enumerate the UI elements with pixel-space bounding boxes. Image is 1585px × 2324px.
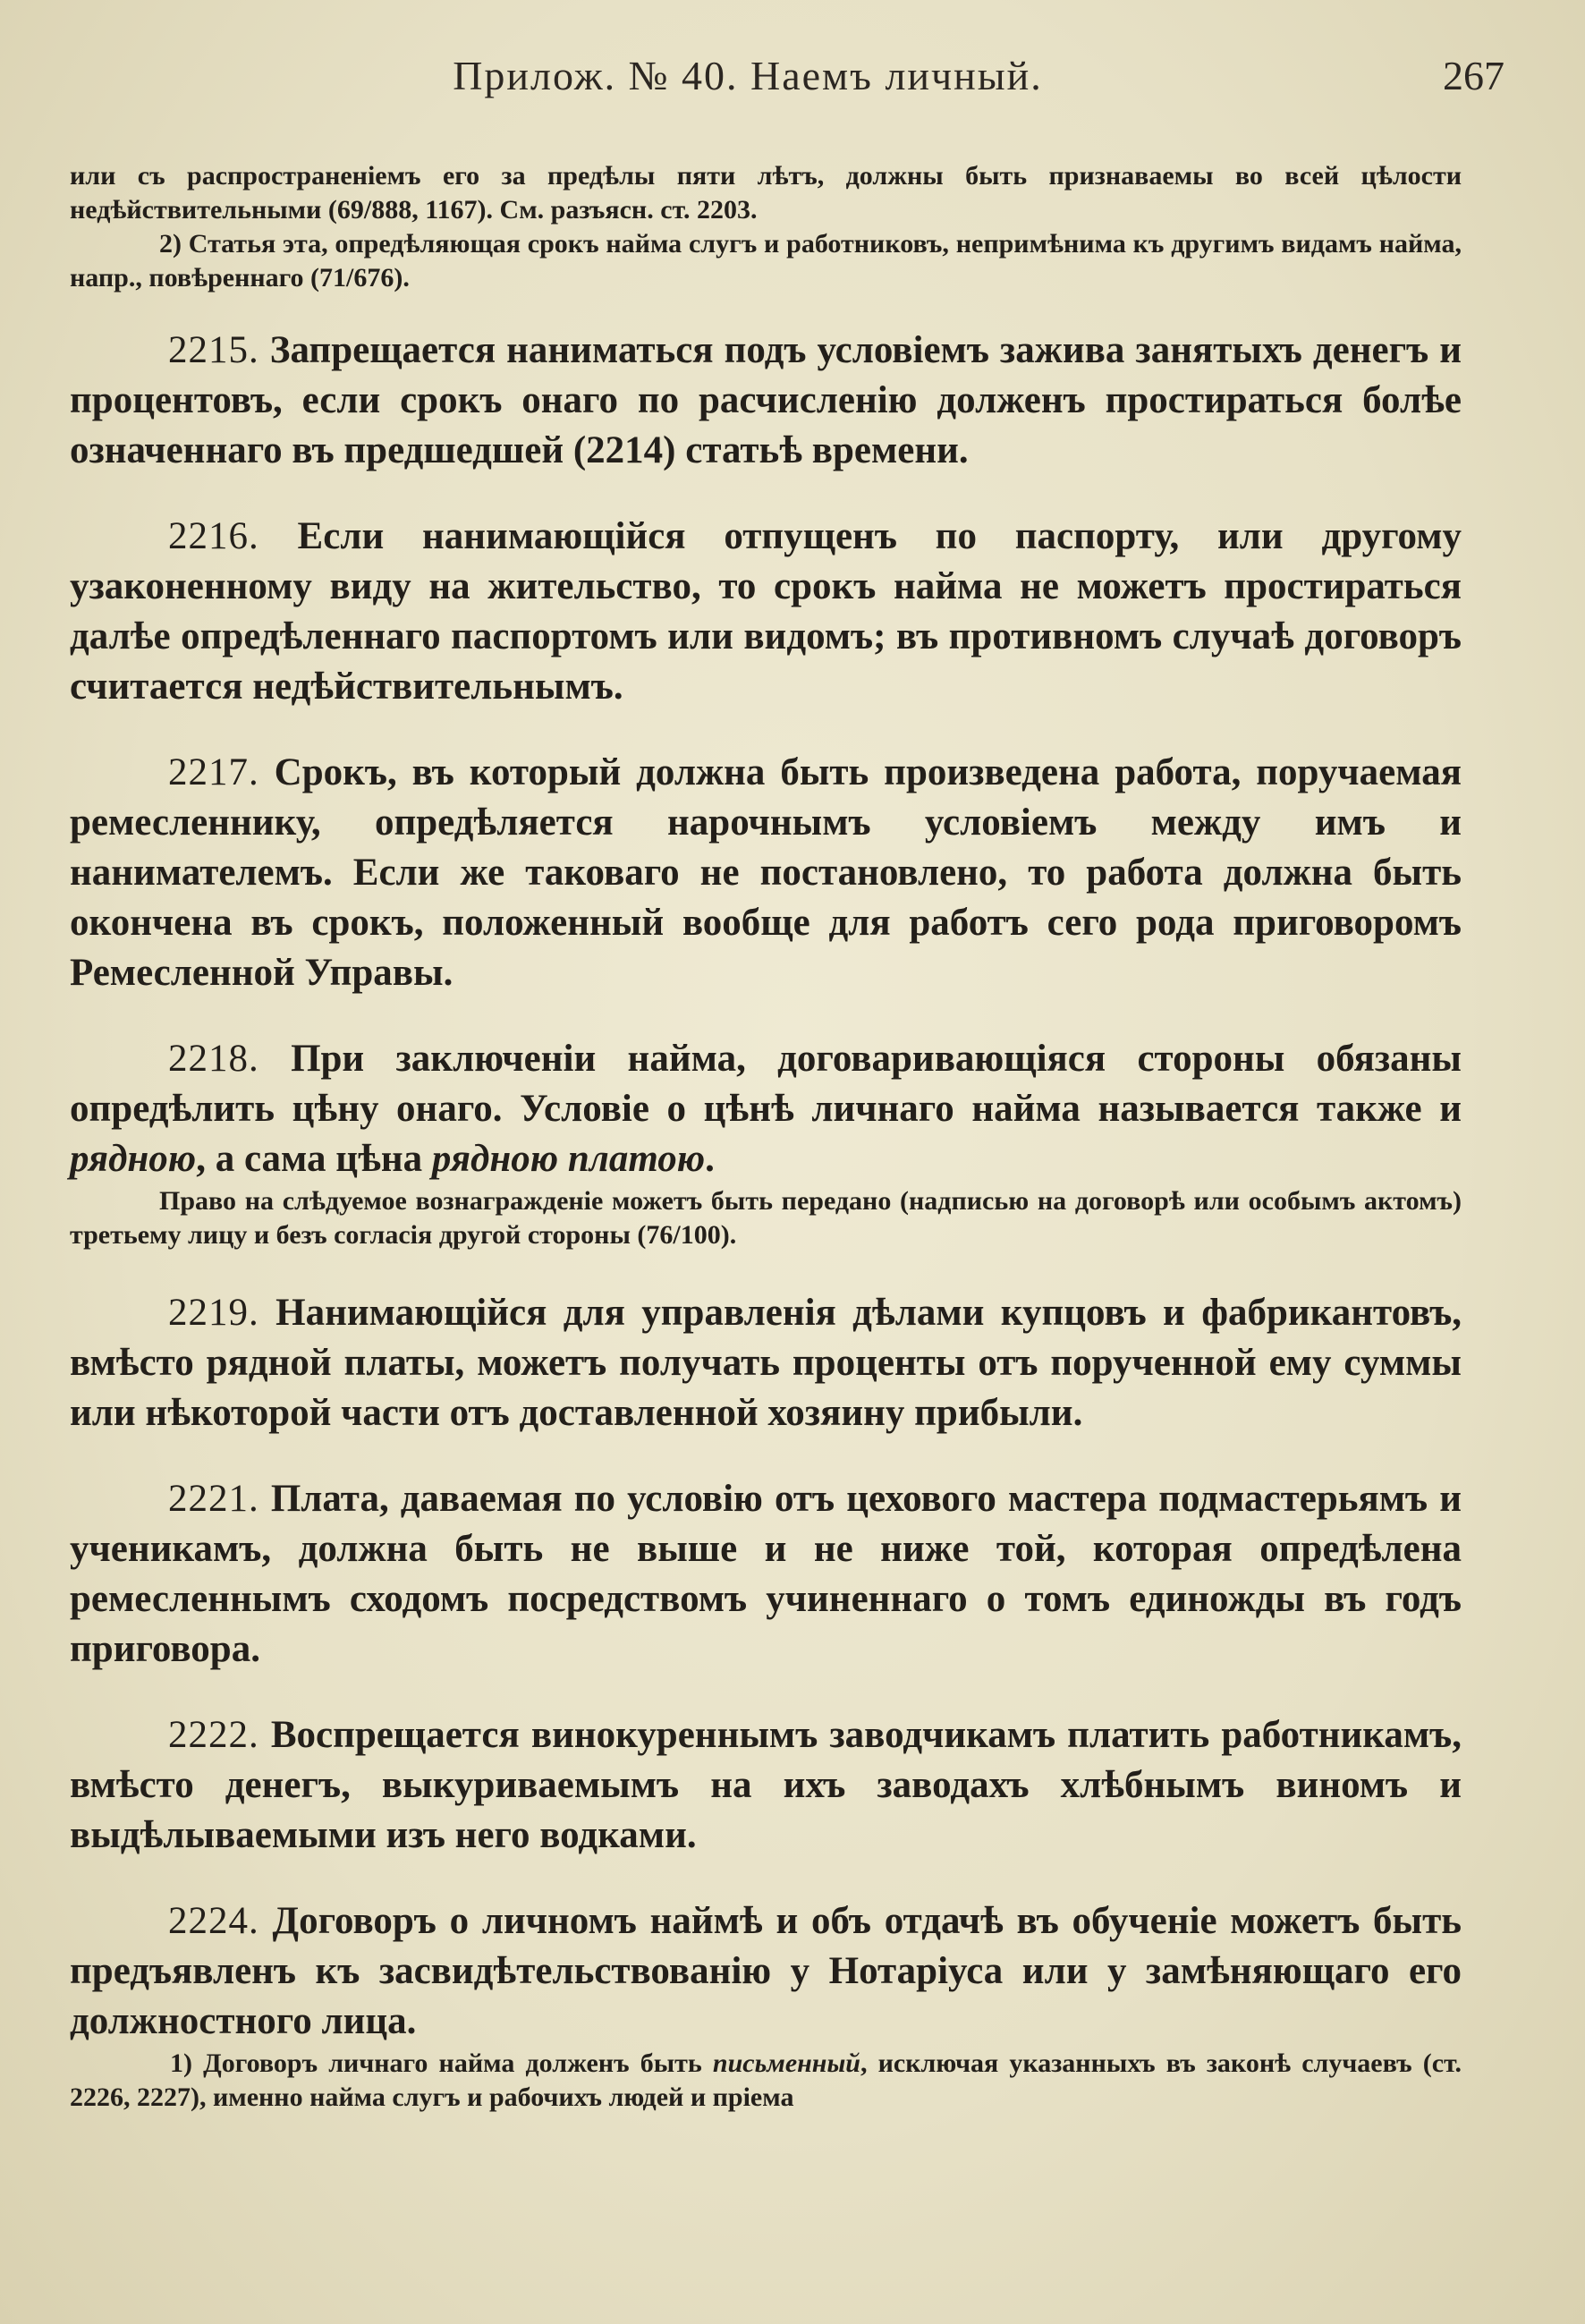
article-number: 2216. [168, 515, 259, 557]
article-2219 [70, 1288, 1462, 1438]
article-text: Нанимающійся для управленія дѣлами купцовъ и фабрикантовъ, вмѣсто рядной платы, можетъ получать проценты отъ порученной ему суммы или нѣкоторой части отъ доставленной хозяину прибыли. [70, 1292, 1462, 1434]
article-number: 2224. [168, 1900, 259, 1942]
top-note-continuation: или съ распространеніемъ его за предѣлы пяти лѣтъ, должны быть признаваемы во всей цѣлости недѣйствительными (69/888, 1167). См. разъясн. ст. 2203. [70, 161, 1462, 225]
article-number: 2222. [168, 1714, 259, 1756]
page-number: 267 [1443, 53, 1504, 98]
article-number: 2218. [168, 1038, 259, 1080]
article-2218-note: Право на слѣдуемое вознагражденіе можетъ быть передано (надписью на договорѣ или особымъ актомъ) третьему лицу и безъ согласія другой стороны (76/100). [70, 1186, 1462, 1250]
running-header [63, 52, 1504, 106]
article-number: 2221. [168, 1478, 259, 1520]
article-2217 [70, 748, 1462, 998]
article-number: 2215. [168, 329, 259, 371]
article-text: , а сама цѣна [196, 1138, 432, 1180]
article-number: 2217. [168, 751, 259, 793]
article-italic-term: рядною платою [431, 1138, 706, 1180]
article-text: Запрещается наниматься подъ условіемъ зажива занятыхъ денегъ и процентовъ, если срокъ онаго по расчисленію долженъ простираться болѣе означеннаго въ предшедшей (2214) статьѣ времени. [70, 329, 1462, 471]
top-note-2: 2) Статья эта, опредѣляющая срокъ найма слугъ и работниковъ, непримѣнима къ другимъ видамъ найма, напр., повѣреннаго (71/676). [70, 229, 1462, 293]
article-number: 2219. [168, 1292, 259, 1334]
article-2216 [70, 512, 1462, 712]
article-text: Плата, даваемая по условію отъ цехового мастера подмастерьямъ и ученикамъ, должна быть не выше и не ниже той, которая опредѣлена ремесленнымъ сходомъ посредствомъ учиненнаго о томъ единожды въ годъ приговора. [70, 1478, 1462, 1670]
header-title: Прилож. № 40. Наемъ личный. [453, 53, 1043, 98]
article-2222 [70, 1710, 1462, 1861]
article-2221 [70, 1474, 1462, 1675]
article-italic-term: рядною [70, 1138, 197, 1180]
footnote-text: , исключая указанныхъ въ законѣ случаевъ (ст. 2226, 2227), именно найма слугъ и рабочихъ людей и пріема [70, 2048, 1462, 2112]
article-2215 [70, 326, 1462, 476]
footnote-text: 1) Договоръ личнаго найма долженъ быть [170, 2048, 713, 2078]
page-content [70, 159, 1462, 2115]
article-2218 [70, 1034, 1462, 1184]
article-text: Срокъ, въ который должна быть произведена работа, поручаемая ремесленнику, опредѣляется нарочнымъ условіемъ между имъ и нанимателемъ. Если же таковаго не постановлено, то работа должна быть окончена въ срокъ, положенный вообще для работъ сего рода приговоромъ Ремесленной Управы. [70, 751, 1462, 994]
article-text: Воспрещается винокуреннымъ заводчикамъ платить работникамъ, вмѣсто денегъ, выкуриваемымъ на ихъ заводахъ хлѣбнымъ виномъ и выдѣлываемыми изъ него водками. [70, 1714, 1462, 1856]
article-text: Если нанимающійся отпущенъ по паспорту, или другому узаконенному виду на жительство, то срокъ найма не можетъ простираться далѣе опредѣленнаго паспортомъ или видомъ; въ противномъ случаѣ договоръ считается недѣйствительнымъ. [70, 515, 1462, 708]
article-text: При заключеніи найма, договаривающіяся стороны обязаны опредѣлить цѣну онаго. Условіе о цѣнѣ личнаго найма называется также и [70, 1038, 1462, 1130]
footnote-1 [70, 2047, 1462, 2115]
article-text: . [705, 1138, 715, 1180]
article-text: Договоръ о личномъ наймѣ и объ отдачѣ въ обученіе можетъ быть предъявленъ къ засвидѣтельствованію у Нотаріуса или у замѣняющаго его должностного лица. [70, 1900, 1462, 2042]
article-2224 [70, 1896, 1462, 2047]
footnote-italic-term: письменный [712, 2048, 860, 2078]
